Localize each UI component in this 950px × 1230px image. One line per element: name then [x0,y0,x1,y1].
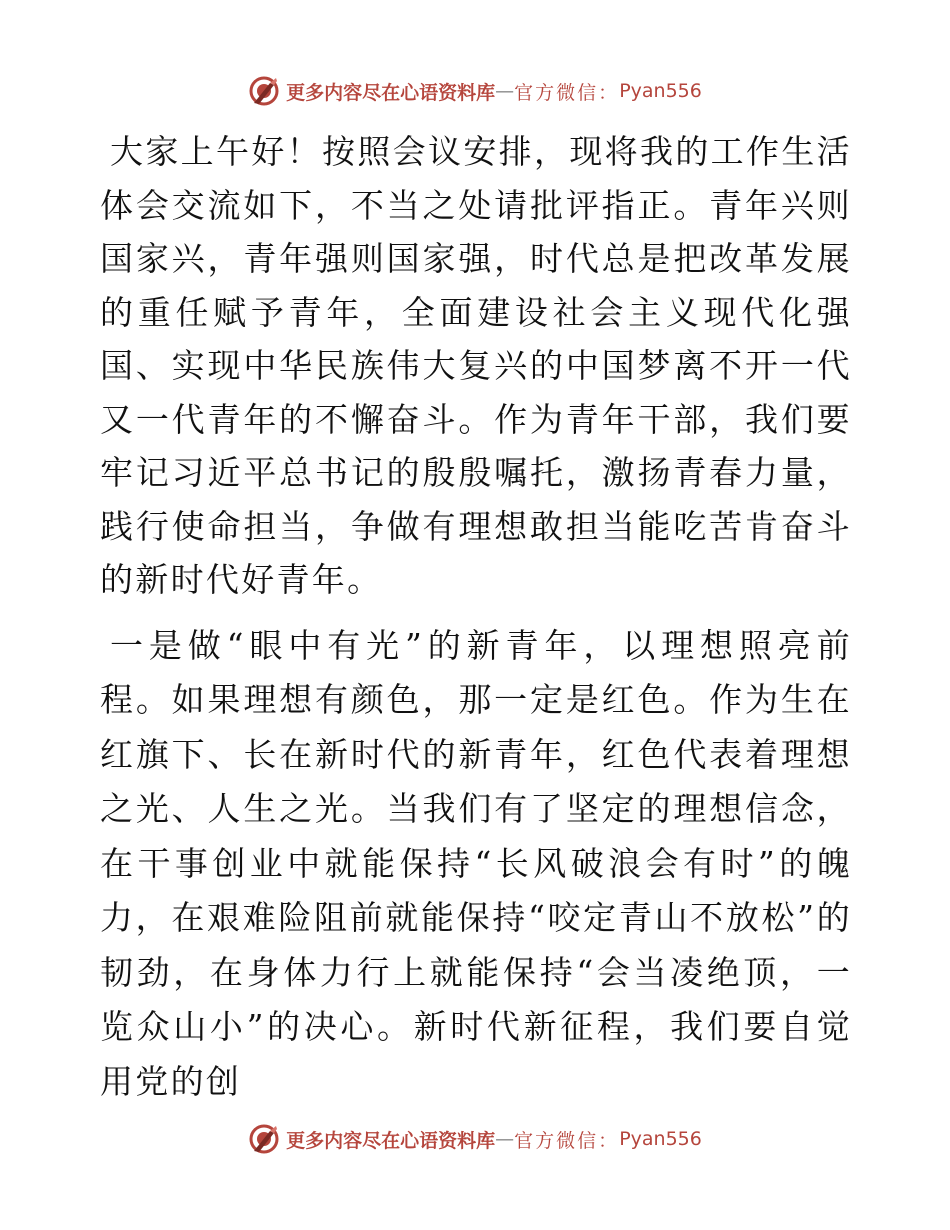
pen-logo-icon [248,1123,280,1155]
banner-main-text: 更多内容尽在心语资料库 [286,81,496,104]
banner-wechat-label: 官方微信： [514,81,620,104]
document-body [100,125,852,1109]
banner-wechat-label: 官方微信： [514,1129,620,1152]
banner-separator: — [495,80,515,102]
header-watermark [0,71,950,111]
footer-watermark [0,1119,950,1159]
banner-wechat-id: Pyan556 [619,1128,702,1150]
paragraph-point-one: 一是做“眼中有光”的新青年，以理想照亮前程。如果理想有颜色，那一定是红色。作为生在红旗下、长在新时代的新青年，红色代表着理想之光、人生之光。当我们有了坚定的理想信念，在干事创业中就能保持“长风破浪会有时”的魄力，在艰难险阻前就能保持“咬定青山不放松”的韧劲，在身体力行上就能保持“会当凌绝顶，一览众山小”的决心。新时代新征程，我们要自觉用党的创 [100,625,852,1101]
paragraph-greeting: 大家上午好！按照会议安排，现将我的工作生活体会交流如下，不当之处请批评指正。青年兴则国家兴，青年强则国家强，时代总是把改革发展的重任赋予青年，全面建设社会主义现代化强国、实现中华民族伟大复兴的中国梦离不开一代又一代青年的不懈奋斗。作为青年干部，我们要牢记习近平总书记的殷殷嘱托，激扬青春力量，践行使命担当，争做有理想敢担当能吃苦肯奋斗的新时代好青年。 [100,132,852,599]
pen-logo-icon [248,75,280,107]
banner-main-text: 更多内容尽在心语资料库 [286,1129,496,1152]
banner-wechat-id: Pyan556 [619,80,702,102]
banner-separator: — [495,1128,515,1150]
